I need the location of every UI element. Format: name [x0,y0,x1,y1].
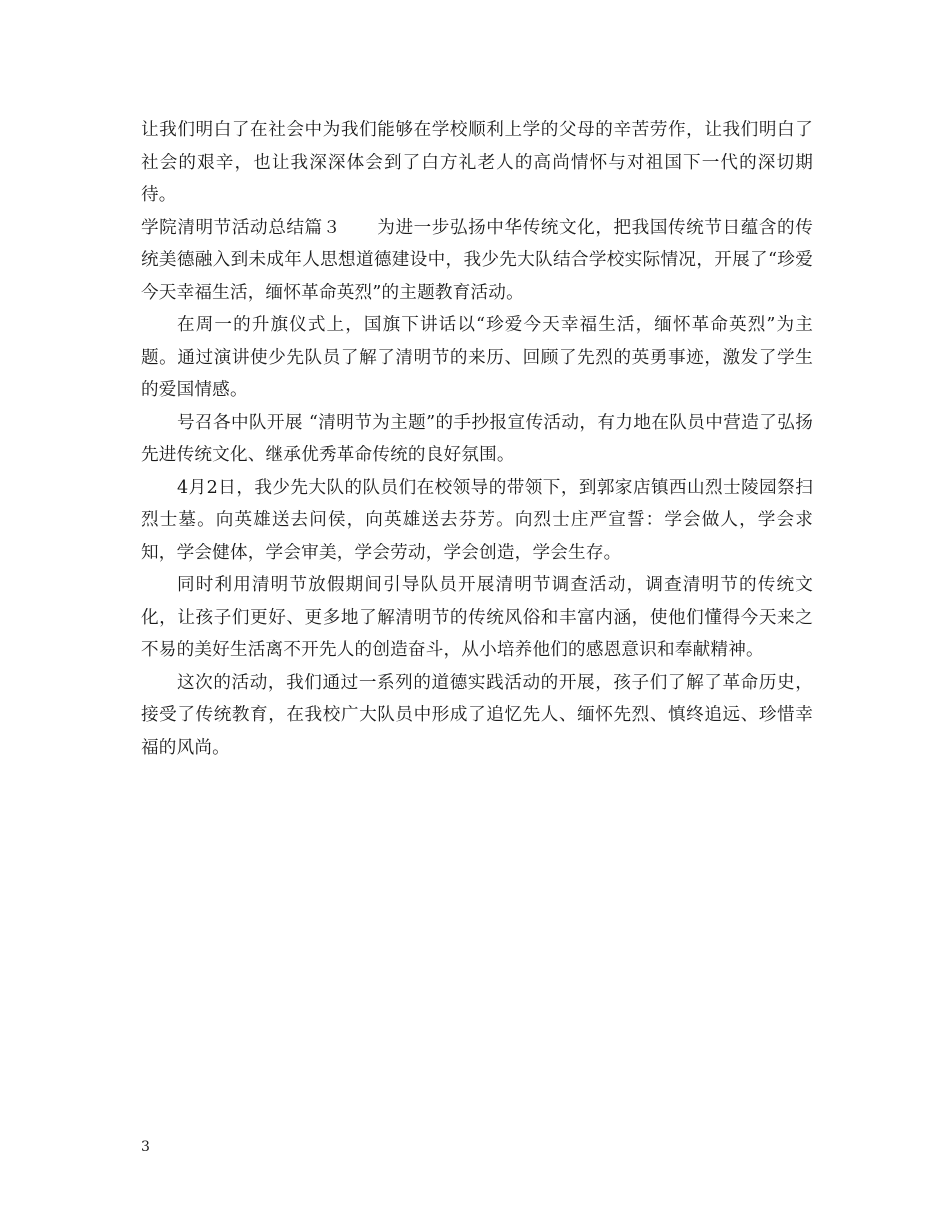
paragraph-poster-activity: 号召各中队开展 “清明节为主题”的手抄报宣传活动，有力地在队员中营造了弘扬先进传统文化、继承优秀革命传统的良好氛围。 [141,412,813,465]
paragraph-holiday-survey: 同时利用清明节放假期间引导队员开展清明节调查活动，调查清明节的传统文化，让孩子们更好、更多地了解清明节的传统风俗和丰富内涵，使他们懂得今天来之不易的美好生活离不开先人的创造奋斗，从小培养他们的感恩意识和奉献精神。 [141,575,813,660]
paragraph-flag-ceremony: 在周一的升旗仪式上，国旗下讲话以“珍爱今天幸福生活，缅怀革命英烈”为主题。通过演讲使少先队员了解了清明节的来历、回顾了先烈的英勇事迹，激发了学生的爱国情感。 [141,315,813,400]
paragraph-cemetery-visit: 4月2日，我少先大队的队员们在校领导的带领下，到郭家店镇西山烈士陵园祭扫烈士墓。向英雄送去问侯，向英雄送去芬芳。向烈士庄严宣誓：学会做人，学会求知，学会健体，学会审美，学会劳动，学会创造，学会生存。 [141,477,813,563]
paragraph-conclusion: 这次的活动，我们通过一系列的道德实践活动的开展，孩子们了解了革命历史，接受了传统教育，在我校广大队员中形成了追忆先人、缅怀先烈、慎终追远、珍惜幸福的风尚。 [141,672,813,758]
section-heading: 学院清明节活动总结篇３ [141,217,341,238]
page-number: 3 [141,1139,150,1155]
document-body [141,114,813,764]
paragraph-section-start [141,212,813,310]
section-intro-text: 为进一步弘扬中华传统文化，把我国传统节日蕴含的传统美德融入到未成年人思想道德建设中，我少先大队结合学校实际情况，开展了“珍爱今天幸福生活，缅怀革命英烈”的主题教育活动。 [141,217,813,303]
paragraph-continuation: 让我们明白了在社会中为我们能够在学校顺利上学的父母的辛苦劳作，让我们明白了社会的艰辛，也让我深深体会到了白方礼老人的高尚情怀与对祖国下一代的深切期待。 [141,120,813,205]
